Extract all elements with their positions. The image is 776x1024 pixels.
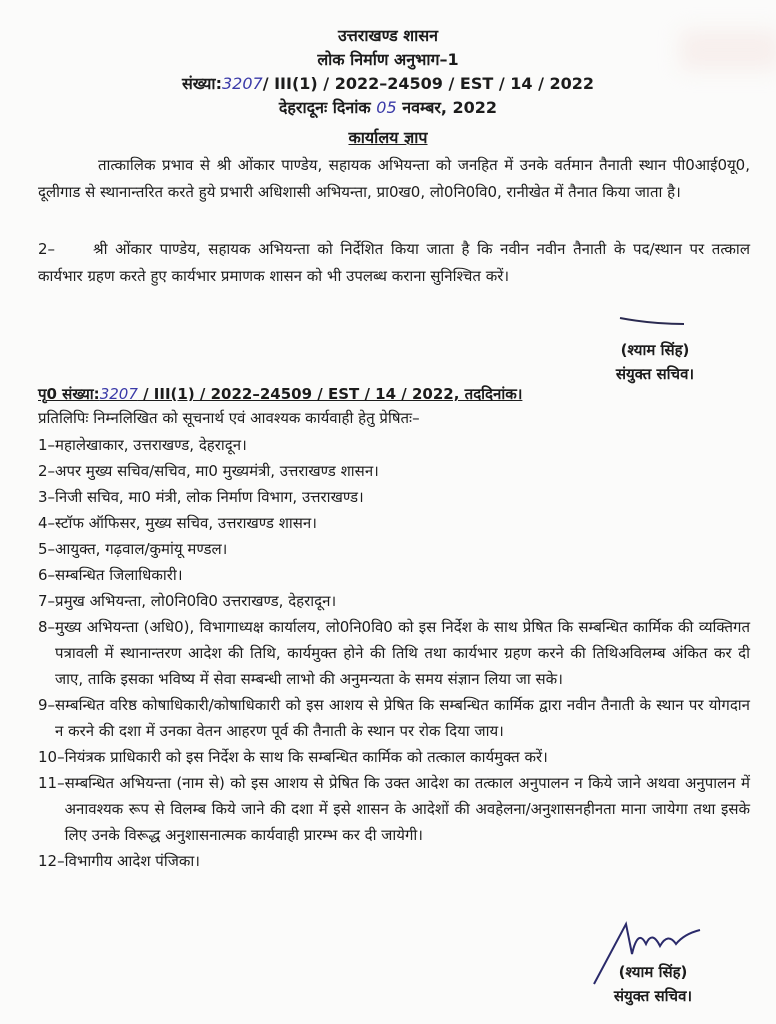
copy-intro: प्रतिलिपिः निम्नलिखित को सूचनार्थ एवं आवश्यक कार्यवाही हेतु प्रेषितः– xyxy=(38,409,420,427)
copy-recipient-list xyxy=(38,432,750,874)
copy-ref-rest: / III(1) / 2022–24509 / EST / 14 / 2022, तददिनांक। xyxy=(137,385,523,403)
signatory-name: (श्याम सिंह) xyxy=(620,341,690,359)
copy-reference-number xyxy=(38,384,522,404)
list-item: 12– विभागीय आदेश पंजिका। xyxy=(38,852,200,870)
paragraph-1 xyxy=(38,152,750,206)
date-handwritten: 05 xyxy=(376,98,397,117)
list-item: 6– सम्बन्धित जिलाधिकारी। xyxy=(38,566,183,584)
signature-block-1 xyxy=(590,338,720,386)
paragraph-2 xyxy=(38,236,750,290)
signature-block-2 xyxy=(588,960,718,1008)
order-number xyxy=(0,72,776,94)
list-item: 11– सम्बन्धित अभियन्ता (नाम से) को इस आशय से प्रेषित कि उक्त आदेश का तत्काल अनुपालन न किये जाने अथवा अनुपालन में अनावश्यक रूप से विलम्ब किये जाने की दशा में इसे शासन के आदेशों की अवहेलना/अनुशासनहीनता माना जायेगा तथा इसके लिए उनके विरूद्ध अनुशासनात्मक कार्यवाही प्रारम्भ कर दी जायेगी। xyxy=(38,774,750,844)
paragraph-2-text: श्री ओंकार पाण्डेय, सहायक अभियन्ता को निर्देशित किया जाता है कि नवीन नवीन तैनाती के पद/स्थान पर तत्काल कार्यभार ग्रहण करते हुए कार्यभार प्रमाणक शासन को भी उपलब्ध कराना सुनिश्चित करें। xyxy=(38,240,750,285)
date-prefix: देहरादूनः दिनांक xyxy=(278,98,371,117)
signatory-designation: संयुक्त सचिव। xyxy=(615,365,695,383)
signatory-designation: संयुक्त सचिव। xyxy=(613,987,693,1005)
copy-ref-prefix: पृ0 संख्या: xyxy=(38,385,100,403)
document-title xyxy=(0,126,776,148)
list-item: 1– महालेखाकार, उत्तराखण्ड, देहरादून। xyxy=(38,436,247,454)
office-memo-title: कार्यालय ज्ञाप xyxy=(348,128,428,147)
list-item: 9– सम्बन्धित वरिष्ठ कोषाधिकारी/कोषाधिकारी को इस आशय से प्रेषित कि सम्बन्धित कार्मिक द्वारा नवीन तैनाती के स्थान पर योगदान न करने की दशा में उनका वेतन आहरण पूर्व की तैनाती के स्थान पर रोक दिया जाय। xyxy=(38,696,750,740)
list-item: 3– निजी सचिव, मा0 मंत्री, लोक निर्माण विभाग, उत्तराखण्ड। xyxy=(38,488,364,506)
paragraph-1-text: तात्कालिक प्रभाव से श्री ओंकार पाण्डेय, सहायक अभियन्ता को जनहित में उनके वर्तमान तैनाती स्थान पी0आई0यू0, दूलीगाड से स्थानान्तरित करते हुये प्रभारी अधिशासी अभियन्ता, प्रा0ख0, लो0नि0वि0, रानीखेत में तैनात किया जाता है। xyxy=(38,156,750,201)
order-date xyxy=(0,96,776,118)
date-rest: नवम्बर, 2022 xyxy=(402,98,498,117)
paragraph-2-number: 2– xyxy=(38,240,56,258)
order-number-prefix: संख्या: xyxy=(181,74,222,93)
list-item: 4– स्टॉफ ऑफिसर, मुख्य सचिव, उत्तराखण्ड शासन। xyxy=(38,514,317,532)
list-item: 10– नियंत्रक प्राधिकारी को इस निर्देश के साथ कि सम्बन्धित कार्मिक को तत्काल कार्यमुक्त करें। xyxy=(38,748,548,766)
list-item: 5– आयुक्त, गढ़वाल/कुमांयू मण्डल। xyxy=(38,540,228,558)
order-number-handwritten: 3207 xyxy=(221,74,263,93)
order-number-rest: / III(1) / 2022–24509 / EST / 14 / 2022 xyxy=(262,74,595,93)
section-name: लोक निर्माण अनुभाग–1 xyxy=(317,50,459,69)
list-item: 8– मुख्य अभियन्ता (अधि0), विभागाध्यक्ष कार्यालय, लो0नि0वि0 को इस निर्देश के साथ प्रेषित कि सम्बन्धित कार्मिक की व्यक्तिगत पत्रावली में स्थानान्तरण आदेश की तिथि, कार्यमुक्त होने की तिथि तथा कार्यभार ग्रहण करने की तिथिअविलम्ब अंकित कर दी जाए, ताकि इसका भविष्य में सेवा सम्बन्धी लाभो की अनुमन्यता के समय संज्ञान लिया जा सके। xyxy=(38,618,750,688)
copy-ref-handwritten: 3207 xyxy=(99,385,138,403)
signature-mark-1 xyxy=(612,312,692,332)
government-name: उत्तराखण्ड शासन xyxy=(337,26,439,45)
list-item: 7– प्रमुख अभियन्ता, लो0नि0वि0 उत्तराखण्ड, देहरादून। xyxy=(38,592,337,610)
list-item: 2– अपर मुख्य सचिव/सचिव, मा0 मुख्यमंत्री, उत्तराखण्ड शासन। xyxy=(38,462,379,480)
signatory-name: (श्याम सिंह) xyxy=(618,963,688,981)
